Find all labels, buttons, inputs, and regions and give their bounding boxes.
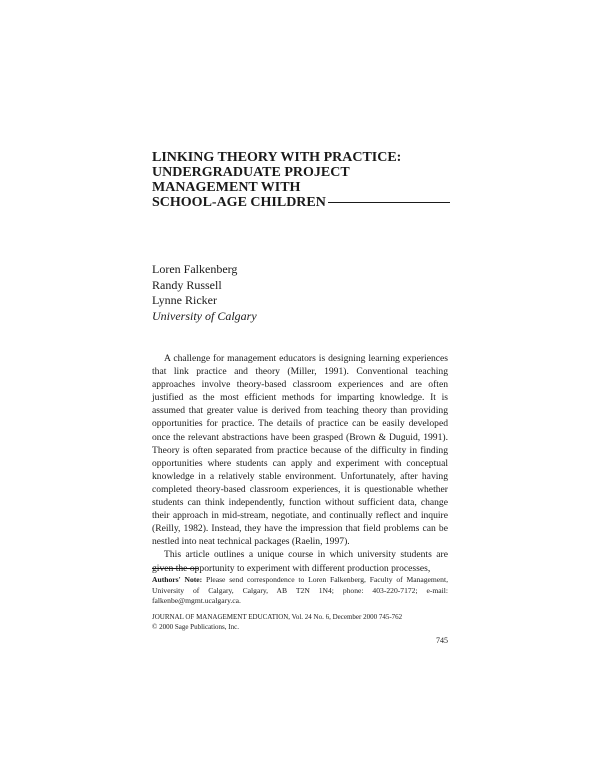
author-block	[152, 262, 257, 324]
title-line-3: MANAGEMENT WITH	[152, 180, 301, 195]
author-name-2: Randy Russell	[152, 277, 222, 292]
article-title	[152, 150, 452, 210]
footnote-divider	[152, 568, 198, 569]
title-line-2: UNDERGRADUATE PROJECT	[152, 165, 350, 180]
title-line-1: LINKING THEORY WITH PRACTICE:	[152, 150, 402, 165]
authors-note	[152, 575, 448, 607]
page-number: 745	[436, 636, 448, 645]
journal-info	[152, 612, 452, 632]
copyright-notice: © 2000 Sage Publications, Inc.	[152, 623, 239, 631]
author-affiliation: University of Calgary	[152, 308, 257, 323]
title-rule	[328, 202, 450, 203]
journal-citation: JOURNAL OF MANAGEMENT EDUCATION, Vol. 24 No. 6, December 2000 745-762	[152, 613, 403, 621]
article-body	[152, 352, 448, 575]
authors-note-label: Authors' Note:	[152, 575, 203, 584]
authors-note-text: Please send correspondence to Loren Falkenberg, Faculty of Management, University of Calgary, Calgary, AB T2N 1N4; phone: 403-220-7172; e-mail: falkenbe@mgmt.ucalgary.ca.	[152, 575, 448, 606]
body-paragraph-2: This article outlines a unique course in which university students are given the opportunity to experiment with different production processes,	[152, 549, 448, 574]
title-line-4: SCHOOL-AGE CHILDREN	[152, 195, 326, 210]
author-name-1: Loren Falkenberg	[152, 262, 238, 276]
body-paragraph-1: A challenge for management educators is designing learning experiences that link practice and theory (Miller, 1991). Conventional teaching approaches involve theory-based classroom experiences and are often justified as the most efficient methods for imparting knowledge. It is assumed that greater value is derived from teaching theory than providing opportunities for practice. The details of practice can be easily developed once the relevant abstractions have been grasped (Brown & Duguid, 1991). Theory is often separated from practice because of the difficulty in finding opportunities where students can apply and experiment with conceptual knowledge in a relatively stable environment. Unfortunately, after having completed theory-based classroom experiences, it is questionable whether students can think independently, function without sufficient data, change their approach in mid-stream, negotiate, and continually reflect and inquire (Reilly, 1982). Instead, they have the impression that field problems can be nestled into neat technical packages (Raelin, 1997).	[152, 353, 448, 548]
author-name-3: Lynne Ricker	[152, 293, 217, 307]
title-line-4-wrapper	[152, 195, 452, 210]
